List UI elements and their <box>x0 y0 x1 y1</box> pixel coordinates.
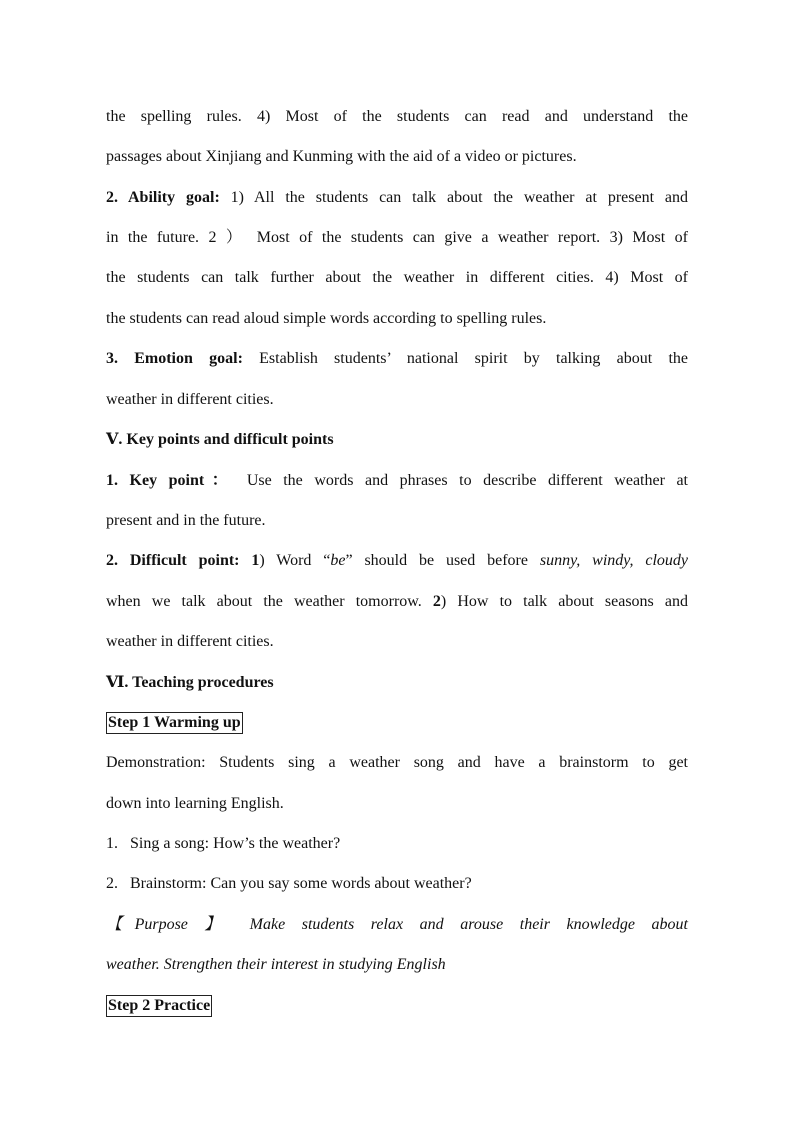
paragraph-line <box>106 226 688 250</box>
section-heading <box>106 671 688 695</box>
text: passages about Xinjiang and Kunming with the aid of a video or pictures. <box>106 148 577 165</box>
list-item <box>106 832 688 856</box>
text: 【Purpose 】 Make students relax and arouse their knowledge about <box>106 916 688 933</box>
italic-words: sunny, windy, cloudy <box>539 552 688 569</box>
text: Establish students’ national spirit by talking about the <box>242 350 688 367</box>
list-number: 1. <box>106 835 118 852</box>
paragraph-line <box>106 630 688 654</box>
text: present and in the future. <box>106 512 266 529</box>
paragraph-line <box>106 590 688 614</box>
emotion-goal-label: 3. Emotion goal: <box>106 350 243 367</box>
section-heading <box>106 428 688 452</box>
text: weather in different cities. <box>106 633 274 650</box>
paragraph-line <box>106 751 688 775</box>
text: 1) All the students can talk about the weather at present and <box>219 189 689 206</box>
list-item <box>106 872 688 896</box>
ability-goal-line <box>106 186 688 210</box>
text: down into learning English. <box>106 795 284 812</box>
text: Brainstorm: Can you say some words about weather? <box>130 875 472 892</box>
list-number: 2. <box>106 875 118 892</box>
text: when we talk about the weather tomorrow. <box>106 593 433 610</box>
number: 2 <box>432 593 441 610</box>
text: Use the words and phrases to describe different weather at <box>235 472 689 489</box>
text: the students can read aloud simple words according to spelling rules. <box>106 310 547 327</box>
difficult-point-line <box>106 549 688 573</box>
difficult-point-label: 2. Difficult point: <box>106 552 252 569</box>
key-point-label: 1. Key point： <box>106 472 236 489</box>
paragraph-line <box>106 105 688 129</box>
step-heading <box>106 994 688 1018</box>
emotion-goal-line <box>106 347 688 371</box>
paragraph-line <box>106 388 688 412</box>
heading-text: Ⅴ. Key points and difficult points <box>106 431 334 448</box>
number: 1 <box>251 552 260 569</box>
text: the students can talk further about the weather in different cities. 4) Most of <box>106 269 688 286</box>
paragraph-line <box>106 307 688 331</box>
text: in the future. 2 ） Most of the students can give a weather report. 3) Most of <box>106 229 688 246</box>
step-1-box: Step 1 Warming up <box>106 712 243 734</box>
paragraph-line <box>106 509 688 533</box>
step-2-box: Step 2 Practice <box>106 995 212 1017</box>
text: Demonstration: Students sing a weather song and have a brainstorm to get <box>106 754 688 771</box>
text: weather. Strengthen their interest in studying English <box>106 956 446 973</box>
text: the spelling rules. 4) Most of the students can read and understand the <box>106 108 688 125</box>
text: ” should be used before <box>345 552 540 569</box>
paragraph-line <box>106 145 688 169</box>
purpose-line <box>106 953 688 977</box>
heading-text: Ⅵ. Teaching procedures <box>106 674 274 691</box>
text: ) How to talk about seasons and <box>440 593 689 610</box>
purpose-line <box>106 913 688 937</box>
text: weather in different cities. <box>106 391 274 408</box>
italic-word: be <box>330 552 346 569</box>
paragraph-line <box>106 792 688 816</box>
text: Sing a song: How’s the weather? <box>130 835 341 852</box>
ability-goal-label: 2. Ability goal: <box>106 189 220 206</box>
text: ) Word “ <box>259 552 331 569</box>
paragraph-line <box>106 266 688 290</box>
step-heading <box>106 711 688 735</box>
key-point-line <box>106 469 688 493</box>
